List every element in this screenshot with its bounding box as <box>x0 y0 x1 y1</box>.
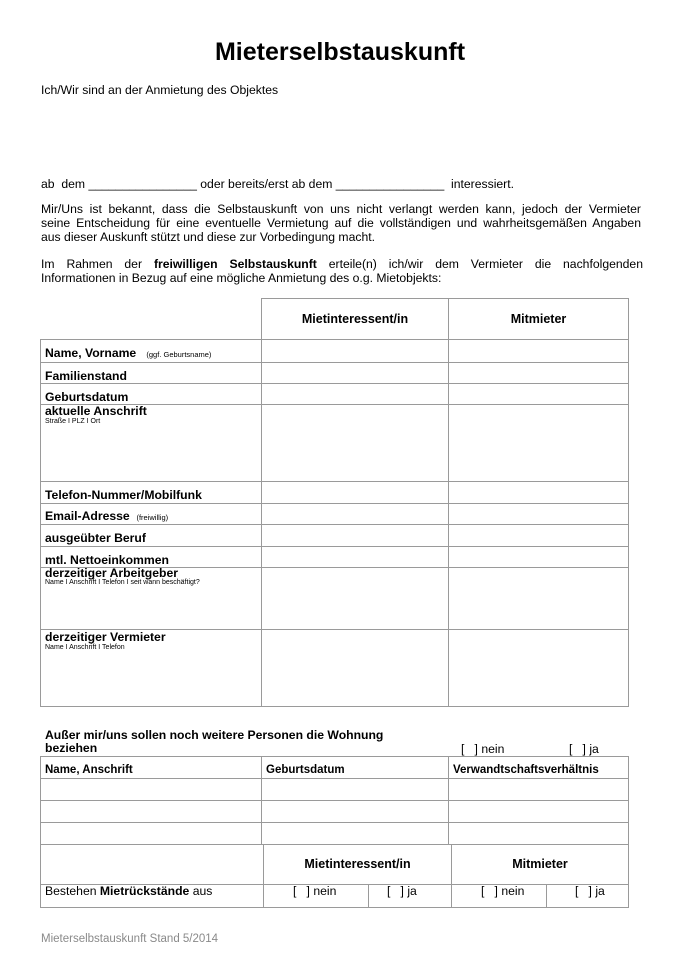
consent-start: Im Rahmen der <box>41 257 143 271</box>
persons-question <box>45 729 383 755</box>
row-familienstand: Familienstand <box>45 369 127 383</box>
disclaimer-line-3: aus dieser Auskunft stützt und diese zur Vorbedingung macht. <box>41 230 376 244</box>
arrears-label-start: Bestehen <box>45 884 97 898</box>
consent-line-2: Informationen in Bezug auf eine mögliche Anmietung des o.g. Mietobjekts: <box>41 271 442 285</box>
arrears-cotenant-no[interactable]: [ ] nein <box>481 884 525 898</box>
row-telefon: Telefon-Nummer/Mobilfunk <box>45 488 202 502</box>
row-vermieter: derzeitiger Vermieter <box>45 630 166 644</box>
arrears-applicant-yes[interactable]: [ ] ja <box>387 884 417 898</box>
row-email-label: Email-Adresse <box>45 509 130 523</box>
arrears-label-end: aus <box>192 884 213 898</box>
disclaimer-paragraph <box>41 202 641 244</box>
date-middle: oder bereits/erst ab dem <box>200 177 333 191</box>
row-name <box>45 346 211 360</box>
disclaimer-line-2: seine Entscheidung für eine eventuelle Vermietung auf die vollständigen und wahrheitsgemäßen Angaben <box>41 216 641 230</box>
row-email <box>45 509 168 523</box>
arrears-header-cotenant: Mitmieter <box>512 857 568 871</box>
consent-bold: freiwilligen Selbstauskunft <box>153 257 317 271</box>
row-email-note: (freiwillig) <box>136 513 169 522</box>
row-anschrift: aktuelle Anschrift <box>45 404 147 418</box>
persons-option-no[interactable]: [ ] nein <box>461 742 505 756</box>
row-arbeitgeber-note: Name I Anschrift I Telefon I seit wann beschäftigt? <box>45 579 200 586</box>
persons-header-birthdate: Geburtsdatum <box>266 764 345 776</box>
header-cotenant: Mitmieter <box>510 312 567 326</box>
header-applicant: Mietinteressent/in <box>301 312 409 326</box>
disclaimer-line-1: Mir/Uns ist bekannt, dass die Selbstauskunft von uns nicht verlangt werden kann, jedoch der Vermieter <box>41 202 641 216</box>
row-geburtsdatum: Geburtsdatum <box>45 390 129 404</box>
row-name-label: Name, Vorname <box>45 346 137 360</box>
date-suffix: interessiert. <box>451 177 515 191</box>
date-until-field[interactable]: ________________ <box>335 177 445 191</box>
consent-line-1 <box>41 257 643 271</box>
cotenant-input-column[interactable] <box>449 340 628 706</box>
persons-header-name: Name, Anschrift <box>45 764 133 776</box>
date-prefix: ab dem <box>41 177 86 191</box>
consent-end: erteile(n) ich/wir dem Vermieter die nachfolgenden <box>328 257 643 271</box>
persons-header-relationship: Verwandtschaftsverhältnis <box>453 764 599 776</box>
persons-option-yes[interactable]: [ ] ja <box>569 742 599 756</box>
row-anschrift-note: Straße I PLZ I Ort <box>45 418 101 425</box>
date-from-field[interactable]: ________________ <box>88 177 197 191</box>
arrears-row-label <box>45 884 212 898</box>
row-name-note: (ggf. Geburtsname) <box>146 350 212 359</box>
persons-question-line-2: beziehen <box>45 741 98 755</box>
persons-question-line-1: Außer mir/uns sollen noch weitere Personen die Wohnung <box>45 728 384 742</box>
arrears-cotenant-yes[interactable]: [ ] ja <box>575 884 605 898</box>
date-line <box>41 177 514 191</box>
arrears-applicant-no[interactable]: [ ] nein <box>293 884 337 898</box>
persons-input-rows[interactable] <box>41 779 628 844</box>
row-arbeitgeber: derzeitiger Arbeitgeber <box>45 566 178 580</box>
document-title: Mieterselbstauskunft <box>214 38 466 66</box>
row-beruf: ausgeübter Beruf <box>45 531 146 545</box>
footer-text: Mieterselbstauskunft Stand 5/2014 <box>41 933 219 945</box>
arrears-header-applicant: Mietinteressent/in <box>304 857 411 871</box>
row-einkommen: mtl. Nettoeinkommen <box>45 553 169 567</box>
applicant-input-column[interactable] <box>262 340 448 706</box>
row-vermieter-note: Name I Anschrift I Telefon <box>45 644 125 651</box>
consent-paragraph <box>41 257 643 285</box>
arrears-label-bold: Mietrückstände <box>99 884 190 898</box>
intro-text: Ich/Wir sind an der Anmietung des Objektes <box>41 83 279 97</box>
